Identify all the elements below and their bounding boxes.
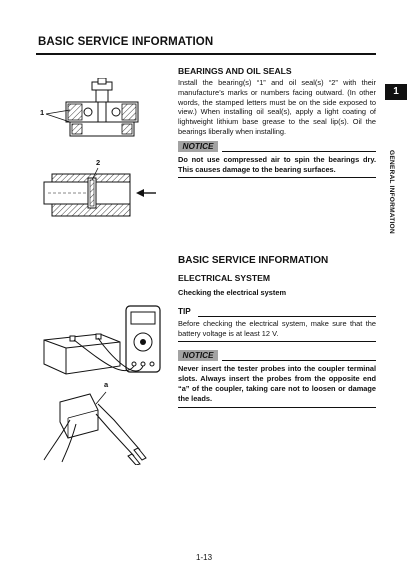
electrical-subsubheading: Checking the electrical system <box>178 288 287 297</box>
chapter-side-title: GENERAL INFORMATION <box>388 150 395 234</box>
tip-text: Before checking the electrical system, make sure that the battery voltage is at least 12 V. <box>178 318 376 338</box>
tip-end-rule <box>178 341 376 342</box>
notice-rule <box>222 360 376 361</box>
bearings-section <box>178 66 376 178</box>
bearings-notice-bar <box>178 141 376 153</box>
tip-label: TIP <box>178 306 191 316</box>
chapter-number-tab: 1 <box>385 84 407 100</box>
callout-1: 1 <box>40 108 45 117</box>
electrical-section <box>178 255 376 408</box>
page-number: 1-13 <box>196 553 213 562</box>
bearing-press-illustration <box>40 78 170 243</box>
electrical-notice-bar <box>178 350 376 362</box>
header-rule <box>36 53 376 55</box>
electrical-subheading: ELECTRICAL SYSTEM <box>178 273 270 283</box>
notice-badge: NOTICE <box>178 141 218 152</box>
page-header-title: BASIC SERVICE INFORMATION <box>38 36 214 48</box>
electrical-notice-end-rule <box>178 407 376 408</box>
callout-a: a <box>104 380 109 389</box>
tip-rule <box>198 316 376 317</box>
bearings-notice-end-rule <box>178 177 376 178</box>
bearing-figure <box>40 78 170 243</box>
basic-heading: BASIC SERVICE INFORMATION <box>178 255 329 266</box>
electrical-notice-text: Never insert the tester probes into the coupler terminal slots. Always insert the probes from the opposite end “a” of the coupler, taking care not to loosen or damage the leads. <box>178 364 376 403</box>
bearings-notice-text: Do not use compressed air to spin the bearings dry. This causes damage to the bearing surfaces. <box>178 154 376 174</box>
electrical-figure <box>40 300 170 465</box>
notice-badge: NOTICE <box>178 350 218 361</box>
bearings-text: Install the bearing(s) “1” and oil seal(s) “2” with their manufacture’s marks or numbers facing outward. (In other words, the stamped letters must be on the side exposed to view.) When installing oil seal(s), apply a light coating of lightweight lithium base grease to the seal lip(s). Oil the bearings liberally when installing. <box>178 78 376 136</box>
tip-bar <box>178 306 376 318</box>
bearings-heading: BEARINGS AND OIL SEALS <box>178 66 292 76</box>
callout-2: 2 <box>96 158 101 167</box>
notice-rule <box>222 151 376 152</box>
